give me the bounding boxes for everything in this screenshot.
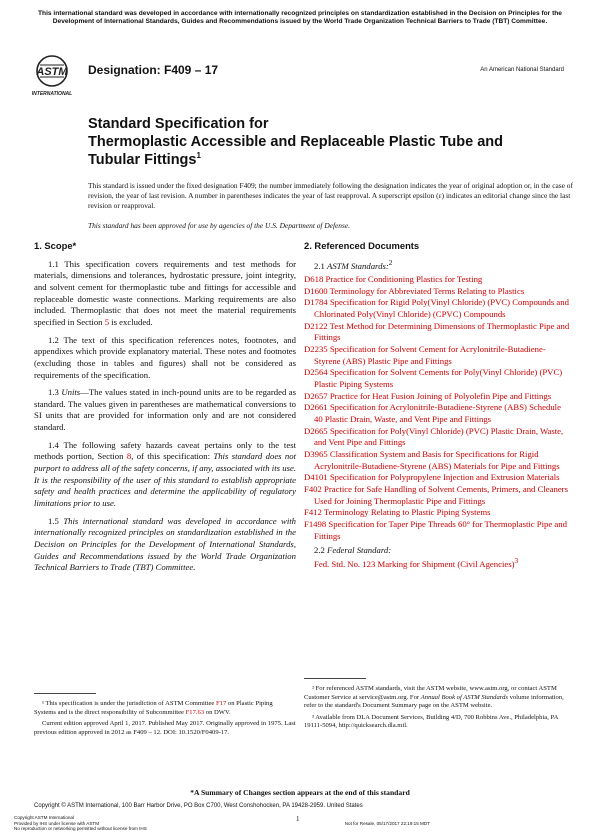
reference-item[interactable] [304,449,570,472]
reference-title[interactable]: Classification System and Basis for Specifications for Rigid Acrylonitrile-Butadiene-Styrene (ABS) Materials for Pipe and Fittings [314,448,560,471]
reference-code-link[interactable]: D3965 [304,448,328,459]
reference-code-link[interactable]: D1600 [304,285,328,296]
scope-1-3: 1.3 Units—The values stated in inch-pound units are to be regarded as standard. The values given in parentheses are mathematical conversions to SI units that are provided for information only and are not considered standard. [34,387,297,433]
scope-1-2: 1.2 The text of this specification references notes, footnotes, and appendixes which provide explanatory material. These notes and footnotes (excluding those in tables and figures) shall not be considered as requirements of the specification. [34,334,296,380]
federal-standard-subhead: 2.2 Federal Standard: [314,545,392,556]
reference-title[interactable]: Specification for Taper Pipe Threads 60° for Thermoplastic Pipe and Fittings [314,518,567,541]
reference-item[interactable] [304,391,570,403]
scope-1-1: 1.1 This specification covers requirements and test methods for materials, dimensions and tolerances, hydrostatic pressure, joint integrity, and solvent cement for thermoplastic tube and fittings for accessible and replaceable domestic waste connections. Marking requirements are also included. Thermoplastic that does not meet the material requirements specified in Section 5 is excluded. [34,258,296,327]
logo-text: ASTM [36,66,68,78]
reference-item[interactable] [304,507,570,519]
reference-code-link[interactable]: D1784 [304,297,328,308]
reference-title[interactable]: Specification for Solvent Cements for Poly(Vinyl Chloride) (PVC) Plastic Piping Systems [314,367,563,390]
footnote-1-edition: Current edition approved April 1, 2017. Published May 2017. Originally approved in 1975. Last previous edition approved in 2012 as F409 – 12. DOI: 10.1520/F0409-17. [34,720,296,736]
dod-note: This standard has been approved for use by agencies of the U.S. Department of Defense. [88,221,350,230]
footnotes-left [34,693,296,740]
american-national-standard-label: An American National Standard [480,67,564,73]
reference-code-link[interactable]: D2657 [304,390,328,401]
reference-title[interactable]: Specification for Polypropylene Injection and Extrusion Materials [329,472,560,483]
page-number: 1 [296,815,300,823]
reference-code-link[interactable]: D2665 [304,425,328,436]
reference-title[interactable]: Practice for Safe Handling of Solvent Cements, Primers, and Cleaners Used for Joining Thermoplastic Pipe and Fittings [314,483,568,506]
reference-title[interactable]: Specification for Solvent Cement for Acrylonitrile-Butadiene-Styrene (ABS) Plastic Pipe and Fittings [314,344,546,366]
summary-of-changes-note: *A Summary of Changes section appears at the end of this standard [190,788,410,797]
reference-code-link[interactable]: D2564 [304,367,328,378]
reference-item[interactable] [304,321,570,344]
footnote-3: ³ Available from DLA Document Services, Building 4/D, 700 Robbins Ave., Philadelphia, PA 19111-5094, http://quicksearch.dla.mil. [304,713,558,730]
reference-item[interactable] [304,519,570,542]
reference-code-link[interactable]: D618 [304,274,324,285]
designation: Designation: F409 – 17 [88,63,219,77]
reference-code-link[interactable]: F412 [304,507,322,518]
reference-title[interactable]: Practice for Heat Fusion Joining of Polyolefin Pipe and Fittings [329,390,552,401]
license-block: Copyright ASTM International Provided by IHS under license with ASTM No reproduction or networking permitted without license from IHS [14,815,147,831]
scope-1-5: 1.5 This international standard was developed in accordance with internationally recognized principles on standardization established in the Decision on Principles for the Development of International Standards, Guides and Recommendations issued by the World Trade Organization Technical Barriers to Trade (TBT) Committee. [34,515,296,573]
fed-std-123-link[interactable]: Fed. Std. No. 123 Marking for Shipment (Civil Agencies)$^3$ [314,556,519,569]
logo-subtext: INTERNATIONAL [32,91,72,97]
tbt-notice: This international standard was developed in accordance with internationally recognized principles on standardization established in the Decision on Principles for the Development of International Standards, Guides and Recommendations issued by the World Trade Organization Technical Barriers to Trade (TBT) Committee. [38,10,562,26]
resale-timestamp: Not for Resale, 05/17/2017 22:19:15 MDT [344,821,430,826]
scope-heading: 1. Scope* [34,240,77,251]
footnote-rule [34,693,96,694]
section-5-link[interactable]: 5 [104,316,110,327]
reference-title[interactable]: Specification for Poly(Vinyl Chloride) (PVC) Plastic Drain, Waste, and Vent Pipe and Fittings [314,425,564,448]
reference-title[interactable]: Terminology Relating to Plastic Piping Systems [323,507,491,518]
title-line-3: Tubular Fittings [88,152,197,169]
referenced-documents-section [304,240,570,570]
issue-note: This standard is issued under the fixed designation F409; the number immediately following the designation indicates the year of original adoption or, in the case of revision, the year of last revision. A number in parentheses indicates the year of last reapproval. A superscript epsilon (ε) indicates an editorial change since the last revision or reapproval. [88,181,573,211]
title-footnote-ref[interactable]: 1 [196,151,201,161]
reference-code-link[interactable]: D2661 [304,402,328,413]
reference-code-link[interactable]: D2122 [304,320,328,331]
reference-item[interactable] [304,297,570,320]
scope-1-4: 1.4 The following safety hazards caveat pertains only to the test methods portion, Section 8, of this specification: This standard does not purport to address all of the safety concerns, if any, associated with its use. It is the responsibility of the user of this standard to establish appropriate safety and health practices and determine the applicability of regulatory limitations prior to use. [34,439,297,509]
title-line-2: Thermoplastic Accessible and Replaceable Plastic Tube and [88,133,504,150]
reference-code-link[interactable]: F402 [304,483,322,494]
reference-title[interactable]: Specification for Acrylonitrile-Butadiene-Styrene (ABS) Schedule 40 Plastic Drain, Waste, and Vent Pipe and Fittings [314,402,561,425]
reference-title[interactable]: Practice for Conditioning Plastics for Testing [325,274,483,285]
footnote-1: ¹ This specification is under the jurisdiction of ASTM Committee F17 on Plastic Piping Systems and is the direct responsibility of Subcommittee F17.63 on DWV. [34,700,273,716]
reference-code-link[interactable]: D2235 [304,344,328,355]
reference-item[interactable] [304,426,570,449]
section-8-link[interactable]: 8 [126,451,132,462]
footnote-2: ² For referenced ASTM standards, visit the ASTM website, www.astm.org, or contact ASTM Customer Service at service@astm.org. For Annual Book of ASTM Standards volume information, refer to the standard's Document Summary page on the ASTM website. [304,685,564,710]
astm-standards-subhead: 2.1 ASTM Standards:$^2$ [314,258,393,271]
astm-logo [32,53,72,97]
reference-code-link[interactable]: F1498 [304,518,327,529]
footnote-rule [304,678,366,679]
reference-item[interactable] [304,274,570,286]
reference-title[interactable]: Terminology for Abbreviated Terms Relating to Plastics [329,285,525,296]
footnotes-right [304,678,570,734]
reference-title[interactable]: Test Method for Determining Dimensions of Thermoplastic Pipe and Fittings [314,320,570,343]
reference-item[interactable] [304,344,570,367]
reference-item[interactable] [304,286,570,298]
refs-heading: 2. Referenced Documents [304,240,420,251]
reference-code-link[interactable]: D4101 [304,472,328,483]
astm-reference-list [304,274,570,542]
reference-item[interactable] [304,367,570,390]
reference-item[interactable] [304,484,570,507]
copyright-line: Copyright © ASTM International, 100 Barr Harbor Drive, PO Box C700, West Conshohocken, PA 19428-2959. United States [34,803,363,809]
f17-link[interactable]: F17 [216,700,227,707]
reference-item[interactable] [304,402,570,425]
reference-item[interactable] [304,472,570,484]
reference-title[interactable]: Specification for Rigid Poly(Vinyl Chloride) (PVC) Compounds and Chlorinated Poly(Vinyl Chloride) (CPVC) Compounds [314,297,569,320]
scope-section [34,240,296,580]
title-line-1: Standard Specification for [88,116,269,132]
document-title [88,116,568,170]
f17-63-link[interactable]: F17.63 [185,708,205,716]
